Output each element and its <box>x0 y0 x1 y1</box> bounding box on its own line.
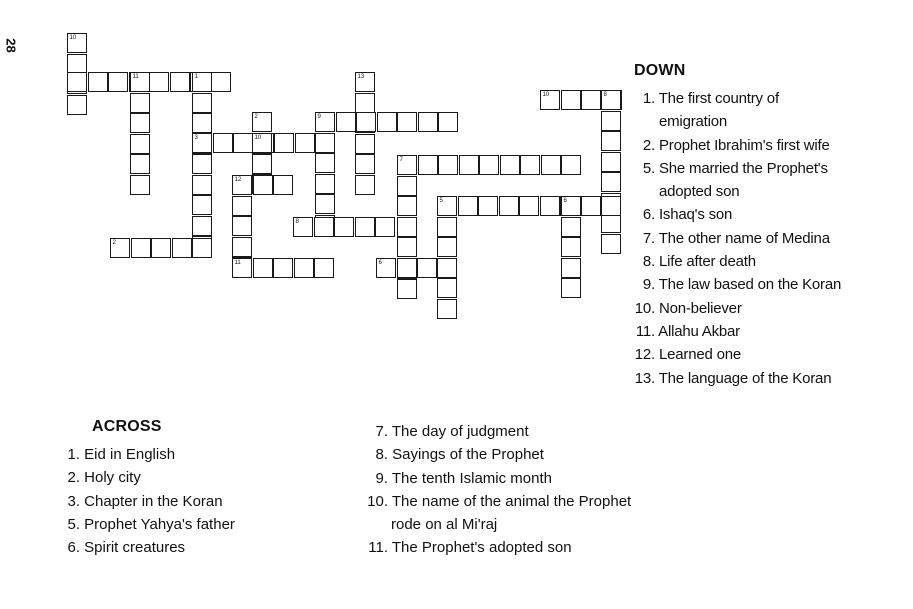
grid-cell[interactable] <box>232 216 252 236</box>
clue-text: Chapter in the Koran <box>80 492 223 510</box>
grid-cell[interactable] <box>67 95 87 115</box>
grid-cell[interactable] <box>581 196 601 216</box>
grid-cell[interactable] <box>294 258 314 278</box>
clue-item <box>634 110 841 133</box>
clue-number: 11. <box>635 322 655 340</box>
grid-cell[interactable] <box>418 112 438 132</box>
clue-item <box>366 420 631 443</box>
clue-item <box>634 343 841 366</box>
grid-cell[interactable] <box>377 112 397 132</box>
clue-number: 6. <box>67 539 80 557</box>
grid-cell[interactable] <box>520 155 540 175</box>
clue-text: The Prophet's adopted son <box>388 539 572 557</box>
clue-text: rode on al Mi'raj <box>391 516 498 534</box>
grid-cell[interactable] <box>108 72 128 92</box>
clue-number: 2. <box>67 469 80 487</box>
grid-clue-number: 11 <box>132 74 139 80</box>
grid-clue-number: 6 <box>563 198 567 204</box>
grid-cell[interactable] <box>479 155 499 175</box>
clue-number: 7. <box>642 229 655 247</box>
grid-cell[interactable] <box>437 217 457 237</box>
clue-number: 9. <box>375 469 388 487</box>
clue-item <box>634 250 841 273</box>
grid-cell[interactable] <box>540 196 560 216</box>
clue-text: The name of the animal the Prophet <box>388 492 632 510</box>
grid-cell[interactable] <box>130 175 150 195</box>
grid-cell[interactable] <box>192 175 212 195</box>
clue-number: 6. <box>642 206 655 224</box>
clue-text: The other name of Medina <box>655 229 830 247</box>
clue-item <box>66 490 235 513</box>
grid-cell[interactable] <box>253 258 273 278</box>
grid-cell[interactable] <box>499 196 519 216</box>
grid-cell[interactable] <box>130 93 150 113</box>
grid-cell[interactable] <box>500 155 520 175</box>
grid-clue-number: 7 <box>399 157 403 163</box>
clue-item <box>366 443 631 466</box>
clue-text: adopted son <box>659 183 740 201</box>
clue-number: 3. <box>67 492 80 510</box>
grid-clue-number: 10 <box>542 92 550 98</box>
grid-clue-number: 10 <box>69 35 77 41</box>
clue-item <box>366 467 631 490</box>
clue-text: Holy city <box>80 469 141 487</box>
grid-cell[interactable] <box>192 238 212 258</box>
clue-text: Spirit creatures <box>80 539 186 557</box>
grid-cell[interactable] <box>561 237 581 257</box>
grid-cell[interactable] <box>561 278 581 298</box>
grid-cell[interactable] <box>375 217 395 237</box>
grid-cell[interactable] <box>355 134 375 154</box>
grid-cell[interactable] <box>397 279 417 299</box>
grid-cell[interactable] <box>601 152 621 172</box>
across-clue-list-left <box>66 443 235 559</box>
grid-cell[interactable] <box>437 299 457 319</box>
grid-clue-number: 13 <box>357 74 365 80</box>
clue-text: The first country of <box>655 90 779 107</box>
grid-cell[interactable] <box>192 113 212 133</box>
grid-cell[interactable] <box>130 154 150 174</box>
grid-clue-number: 2 <box>112 240 116 246</box>
grid-cell[interactable] <box>314 258 334 278</box>
across-clue-list-right <box>366 420 631 560</box>
grid-cell[interactable] <box>437 278 457 298</box>
clue-item <box>634 180 841 203</box>
clue-text: She married the Prophet's <box>655 159 828 177</box>
grid-cell[interactable] <box>459 155 479 175</box>
grid-clue-number: 6 <box>378 260 382 266</box>
grid-cell[interactable] <box>252 154 272 174</box>
grid-cell[interactable] <box>397 196 417 216</box>
grid-cell[interactable] <box>397 217 417 237</box>
clue-number: 5. <box>67 515 80 533</box>
grid-cell[interactable] <box>437 258 457 278</box>
grid-cell[interactable] <box>601 172 621 192</box>
grid-cell[interactable] <box>397 258 417 278</box>
grid-cell[interactable] <box>561 258 581 278</box>
clue-number: 8. <box>375 446 388 464</box>
clue-text: The language of the Koran <box>655 369 832 387</box>
grid-cell[interactable] <box>561 217 581 237</box>
grid-clue-number: 9 <box>317 114 321 120</box>
grid-cell[interactable] <box>601 213 621 233</box>
grid-cell[interactable] <box>253 175 273 195</box>
grid-cell[interactable] <box>172 238 192 258</box>
clue-text: Prophet Yahya's father <box>80 515 235 533</box>
grid-clue-number: 2 <box>254 114 258 120</box>
grid-cell[interactable] <box>541 155 561 175</box>
grid-cell[interactable] <box>561 90 581 110</box>
clue-number: 10. <box>367 492 388 510</box>
clue-number: 7. <box>375 423 388 440</box>
clue-text: emigration <box>659 113 728 131</box>
grid-cell[interactable] <box>232 196 252 216</box>
grid-cell[interactable] <box>274 133 294 153</box>
clue-item <box>66 513 235 536</box>
grid-cell[interactable] <box>519 196 539 216</box>
clue-item <box>366 490 631 513</box>
clue-text: Life after death <box>655 253 756 271</box>
grid-cell[interactable] <box>131 238 151 258</box>
clue-number: 1. <box>642 90 655 107</box>
clue-text: Allahu Akbar <box>655 322 740 340</box>
grid-cell[interactable] <box>315 194 335 214</box>
clue-item <box>66 443 235 466</box>
clue-number: 11. <box>368 539 388 557</box>
grid-cell[interactable] <box>232 237 252 257</box>
clue-item <box>634 367 841 390</box>
grid-cell[interactable] <box>315 174 335 194</box>
grid-cell[interactable] <box>192 154 212 174</box>
clue-item <box>66 466 235 489</box>
grid-cell[interactable] <box>130 113 150 133</box>
grid-cell[interactable] <box>355 175 375 195</box>
grid-clue-number: 1 <box>194 74 198 80</box>
clue-item <box>634 157 841 180</box>
grid-clue-number: 3 <box>194 135 198 141</box>
grid-cell[interactable] <box>355 154 375 174</box>
clue-text: The tenth Islamic month <box>388 469 552 487</box>
clue-text: Eid in English <box>80 446 176 463</box>
clue-number: 12. <box>634 346 655 364</box>
clue-number: 5. <box>642 159 655 177</box>
grid-cell[interactable] <box>67 72 87 92</box>
grid-cell[interactable] <box>315 133 335 153</box>
grid-cell[interactable] <box>355 217 375 237</box>
clue-item <box>634 87 841 110</box>
grid-cell[interactable] <box>397 112 417 132</box>
grid-cell[interactable] <box>273 175 293 195</box>
grid-cell[interactable] <box>315 153 335 173</box>
grid-cell[interactable] <box>397 237 417 257</box>
grid-cell[interactable] <box>397 176 417 196</box>
across-title: ACROSS <box>92 418 162 435</box>
grid-cell[interactable] <box>601 234 621 254</box>
down-title: DOWN <box>634 62 686 79</box>
grid-cell[interactable] <box>601 196 621 216</box>
clue-item <box>366 536 631 559</box>
grid-cell[interactable] <box>458 196 478 216</box>
grid-cell[interactable] <box>213 133 233 153</box>
grid-clue-number: 10 <box>254 135 262 141</box>
grid-clue-number: 12 <box>234 177 242 183</box>
clue-item <box>366 513 631 536</box>
grid-cell[interactable] <box>334 217 354 237</box>
grid-cell[interactable] <box>418 155 438 175</box>
clue-number: 9. <box>642 276 655 294</box>
clue-item <box>634 320 841 343</box>
down-clue-list <box>634 87 841 390</box>
grid-clue-number: 5 <box>439 198 443 204</box>
grid-cell[interactable] <box>417 258 437 278</box>
clue-text: Learned one <box>655 346 742 364</box>
grid-clue-number: 8 <box>295 219 299 225</box>
grid-cell[interactable] <box>88 72 108 92</box>
grid-clue-number: 8 <box>603 92 607 98</box>
grid-cell[interactable] <box>355 93 375 113</box>
grid-cell[interactable] <box>601 131 621 151</box>
grid-cell[interactable] <box>170 72 190 92</box>
clue-text: Ishaq's son <box>655 206 733 224</box>
grid-cell[interactable] <box>149 72 169 92</box>
grid-cell[interactable] <box>130 134 150 154</box>
grid-clue-number: 11 <box>234 260 241 266</box>
grid-cell[interactable] <box>192 195 212 215</box>
clue-item <box>634 134 841 157</box>
grid-cell[interactable] <box>561 155 581 175</box>
clue-item <box>634 203 841 226</box>
grid-cell[interactable] <box>192 93 212 113</box>
grid-cell[interactable] <box>437 237 457 257</box>
page-number: 28 <box>3 38 19 53</box>
grid-cell[interactable] <box>581 90 601 110</box>
grid-cell[interactable] <box>478 196 498 216</box>
clue-item <box>634 227 841 250</box>
clue-number: 8. <box>642 253 655 271</box>
clue-number: 10. <box>634 299 655 317</box>
grid-cell[interactable] <box>295 133 315 153</box>
grid-cell[interactable] <box>336 112 356 132</box>
clue-text: The day of judgment <box>388 423 529 440</box>
grid-cell[interactable] <box>192 216 212 236</box>
clue-text: The law based on the Koran <box>655 276 842 294</box>
clue-item <box>66 536 235 559</box>
clue-text: Non-believer <box>655 299 742 317</box>
grid-cell[interactable] <box>438 112 458 132</box>
grid-cell[interactable] <box>438 155 458 175</box>
grid-cell[interactable] <box>211 72 231 92</box>
grid-cell[interactable] <box>151 238 171 258</box>
grid-cell[interactable] <box>356 112 376 132</box>
grid-cell[interactable] <box>273 258 293 278</box>
clue-item <box>634 297 841 320</box>
grid-cell[interactable] <box>314 217 334 237</box>
clue-text: Sayings of the Prophet <box>388 446 544 464</box>
clue-number: 1. <box>67 446 80 463</box>
clue-number: 13. <box>634 369 655 387</box>
grid-cell[interactable] <box>233 133 253 153</box>
clue-item <box>634 273 841 296</box>
clue-text: Prophet Ibrahim's first wife <box>655 136 830 154</box>
grid-cell[interactable] <box>601 111 621 131</box>
clue-number: 2. <box>642 136 655 154</box>
grid-cell[interactable] <box>67 54 87 74</box>
